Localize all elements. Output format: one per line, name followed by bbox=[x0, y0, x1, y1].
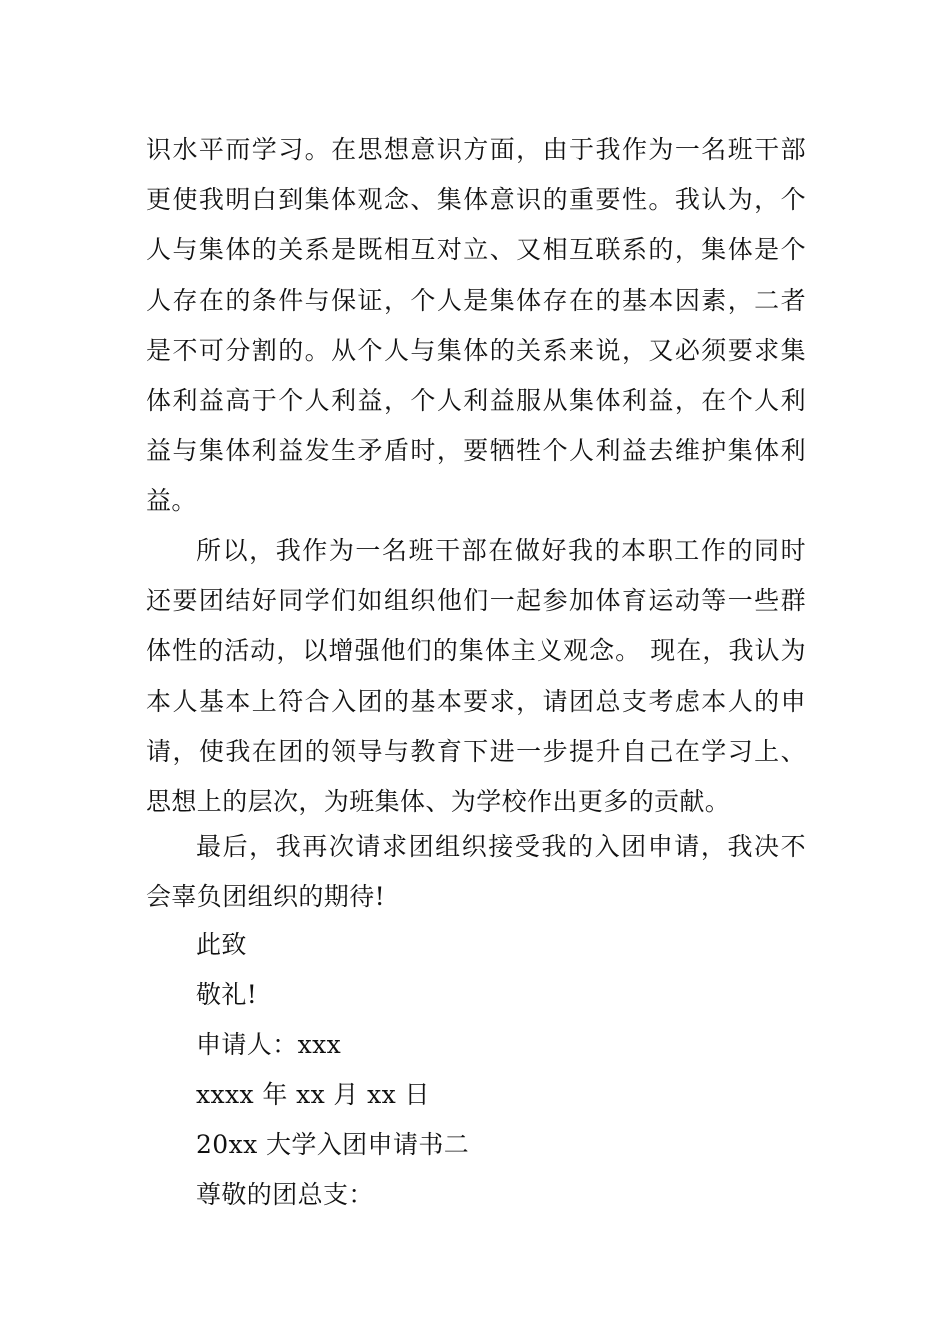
closing-line: 此致 bbox=[196, 930, 247, 959]
paragraph-line: 人与集体的关系是既相互对立、又相互联系的，集体是个 bbox=[146, 235, 806, 265]
paragraph-line: 本人基本上符合入团的基本要求，请团总支考虑本人的申 bbox=[146, 686, 806, 716]
next-document-greeting: 尊敬的团总支： bbox=[196, 1180, 374, 1209]
paragraph-line: 人存在的条件与保证，个人是集体存在的基本因素，二者 bbox=[146, 285, 806, 315]
paragraph-3 bbox=[146, 822, 806, 922]
salute-line: 敬礼! bbox=[196, 980, 258, 1009]
paragraph-line: 益与集体利益发生矛盾时，要牺牲个人利益去维护集体利 bbox=[146, 436, 806, 466]
paragraph-line: 体性的活动，以增强他们的集体主义观念。 现在，我认为 bbox=[146, 636, 806, 666]
paragraph-line: 所以，我作为一名班干部在做好我的本职工作的同时 bbox=[196, 536, 806, 565]
paragraph-line: 识水平而学习。在思想意识方面，由于我作为一名班干部 bbox=[146, 135, 806, 164]
paragraph-line: 益。 bbox=[146, 486, 197, 516]
paragraph-line: 是不可分割的。从个人与集体的关系来说，又必须要求集 bbox=[146, 335, 806, 365]
paragraph-line: 体利益高于个人利益，个人利益服从集体利益，在个人利 bbox=[146, 385, 806, 415]
date-line: xxxx 年 xx 月 xx 日 bbox=[196, 1080, 430, 1109]
paragraph-line: 请，使我在团的领导与教育下进一步提升自己在学习上、 bbox=[146, 736, 806, 766]
applicant-line: 申请人：xxx bbox=[196, 1030, 342, 1059]
paragraph-1 bbox=[146, 125, 806, 527]
paragraph-line: 还要团结好同学们如组织他们一起参加体育运动等一些群 bbox=[146, 586, 806, 616]
paragraph-line: 更使我明白到集体观念、集体意识的重要性。我认为，个 bbox=[146, 185, 806, 215]
paragraph-line: 思想上的层次，为班集体、为学校作出更多的贡献。 bbox=[146, 786, 731, 816]
paragraph-line: 会辜负团组织的期待! bbox=[146, 882, 386, 912]
paragraph-2 bbox=[146, 526, 806, 827]
next-document-title: 20xx 大学入团申请书二 bbox=[196, 1130, 470, 1159]
paragraph-line: 最后，我再次请求团组织接受我的入团申请，我决不 bbox=[196, 832, 806, 861]
